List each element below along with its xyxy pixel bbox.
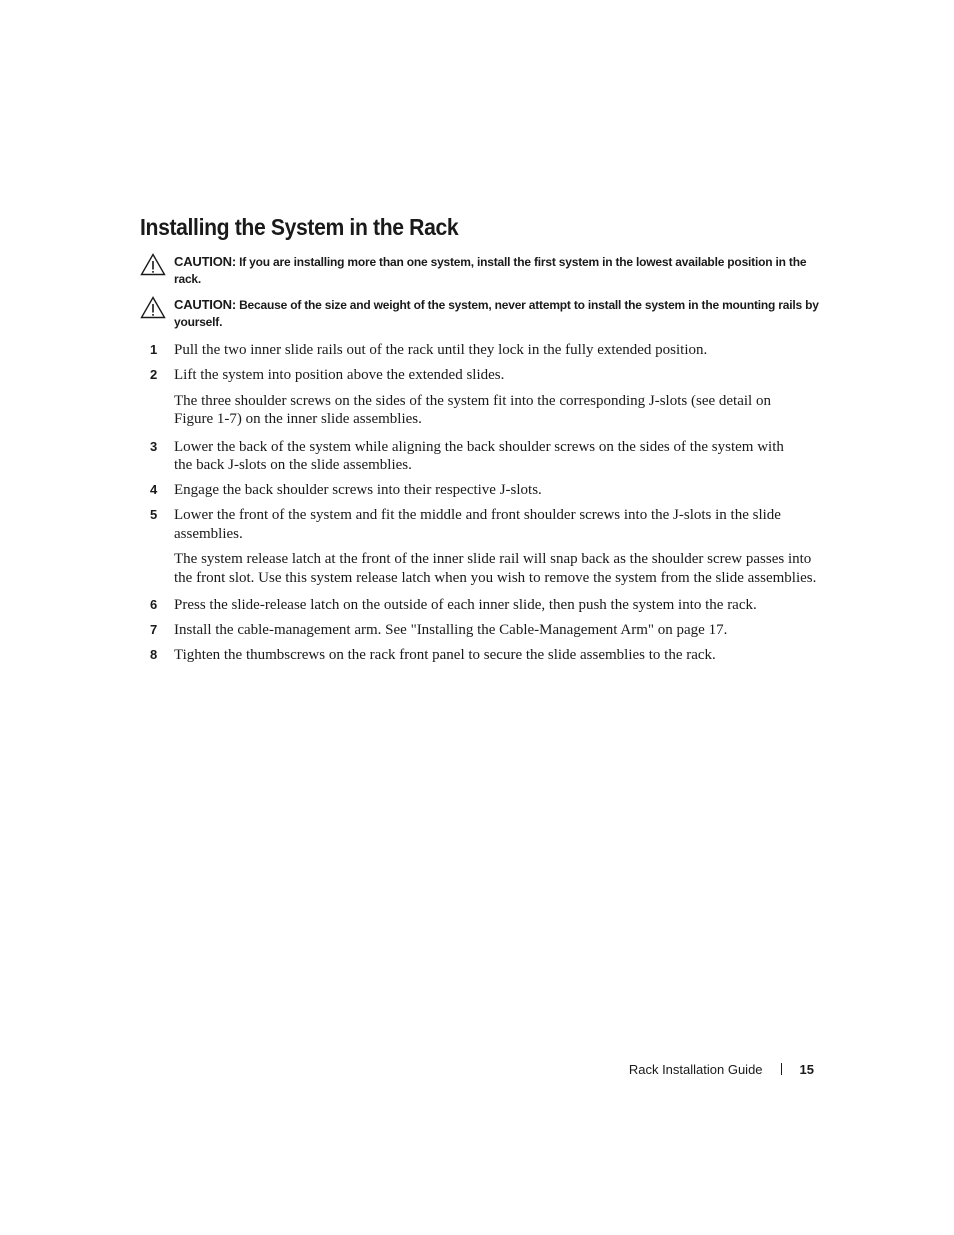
step-text: Pull the two inner slide rails out of the rack until they lock in the fully extended position. [174, 342, 708, 358]
caution-label: CAUTION: [174, 254, 236, 269]
footer-guide-name: Rack Installation Guide [628, 1062, 763, 1077]
step-text: Lower the front of the system and fit the middle and front shoulder screws into the J-slots in the slide assemblies. [174, 507, 781, 542]
step-text: Lower the back of the system while aligning the back shoulder screws on the sides of the system with the back J-slots on the slide assemblies. [174, 438, 784, 473]
caution-text [174, 253, 820, 288]
step-3 [150, 438, 820, 475]
warning-triangle-icon [140, 296, 166, 319]
caution-notice-1 [140, 253, 820, 288]
caution-body: Because of the size and weight of the system, never attempt to install the system in the mounting rails by yourself. [174, 298, 819, 329]
step-number: 6 [150, 597, 158, 612]
step-text: Install the cable-management arm. See "Installing the Cable-Management Arm" on page 17. [174, 622, 728, 638]
page-footer [629, 1062, 814, 1077]
step-number: 1 [150, 342, 158, 357]
step-text: Lift the system into position above the extended slides. [174, 367, 505, 383]
step-4 [150, 481, 820, 500]
footer-divider [781, 1063, 782, 1075]
page-number: 15 [799, 1062, 814, 1077]
step-2 [150, 366, 820, 429]
warning-triangle-icon [140, 253, 166, 276]
step-note: The three shoulder screws on the sides of the system fit into the corresponding J-slots (see detail on Figure 1-7) on the inner slide assemblies. [174, 392, 771, 427]
page-title: Installing the System in the Rack [140, 214, 459, 240]
step-text: Press the slide-release latch on the outside of each inner slide, then push the system into the rack. [174, 597, 757, 613]
caution-notice-2 [140, 296, 820, 331]
step-1 [150, 341, 820, 360]
step-number: 4 [150, 482, 158, 497]
step-5 [150, 506, 820, 587]
step-6 [150, 596, 820, 615]
step-7 [150, 621, 820, 640]
step-note: The system release latch at the front of the inner slide rail will snap back as the shoulder screw passes into the front slot. Use this system release latch when you wish to remove the system from the slide assemblies. [174, 551, 817, 586]
step-text: Tighten the thumbscrews on the rack front panel to secure the slide assemblies to the rack. [174, 647, 716, 663]
step-number: 7 [150, 622, 158, 637]
caution-label: CAUTION: [174, 297, 236, 312]
step-number: 5 [150, 507, 158, 522]
step-number: 3 [150, 438, 158, 454]
step-8 [150, 646, 820, 665]
caution-body: If you are installing more than one system, install the first system in the lowest available position in the rack. [174, 255, 807, 286]
step-number: 8 [150, 647, 158, 662]
step-number: 2 [150, 367, 158, 382]
procedure-steps [150, 341, 820, 665]
step-text: Engage the back shoulder screws into their respective J-slots. [174, 482, 542, 498]
caution-text [174, 296, 820, 331]
